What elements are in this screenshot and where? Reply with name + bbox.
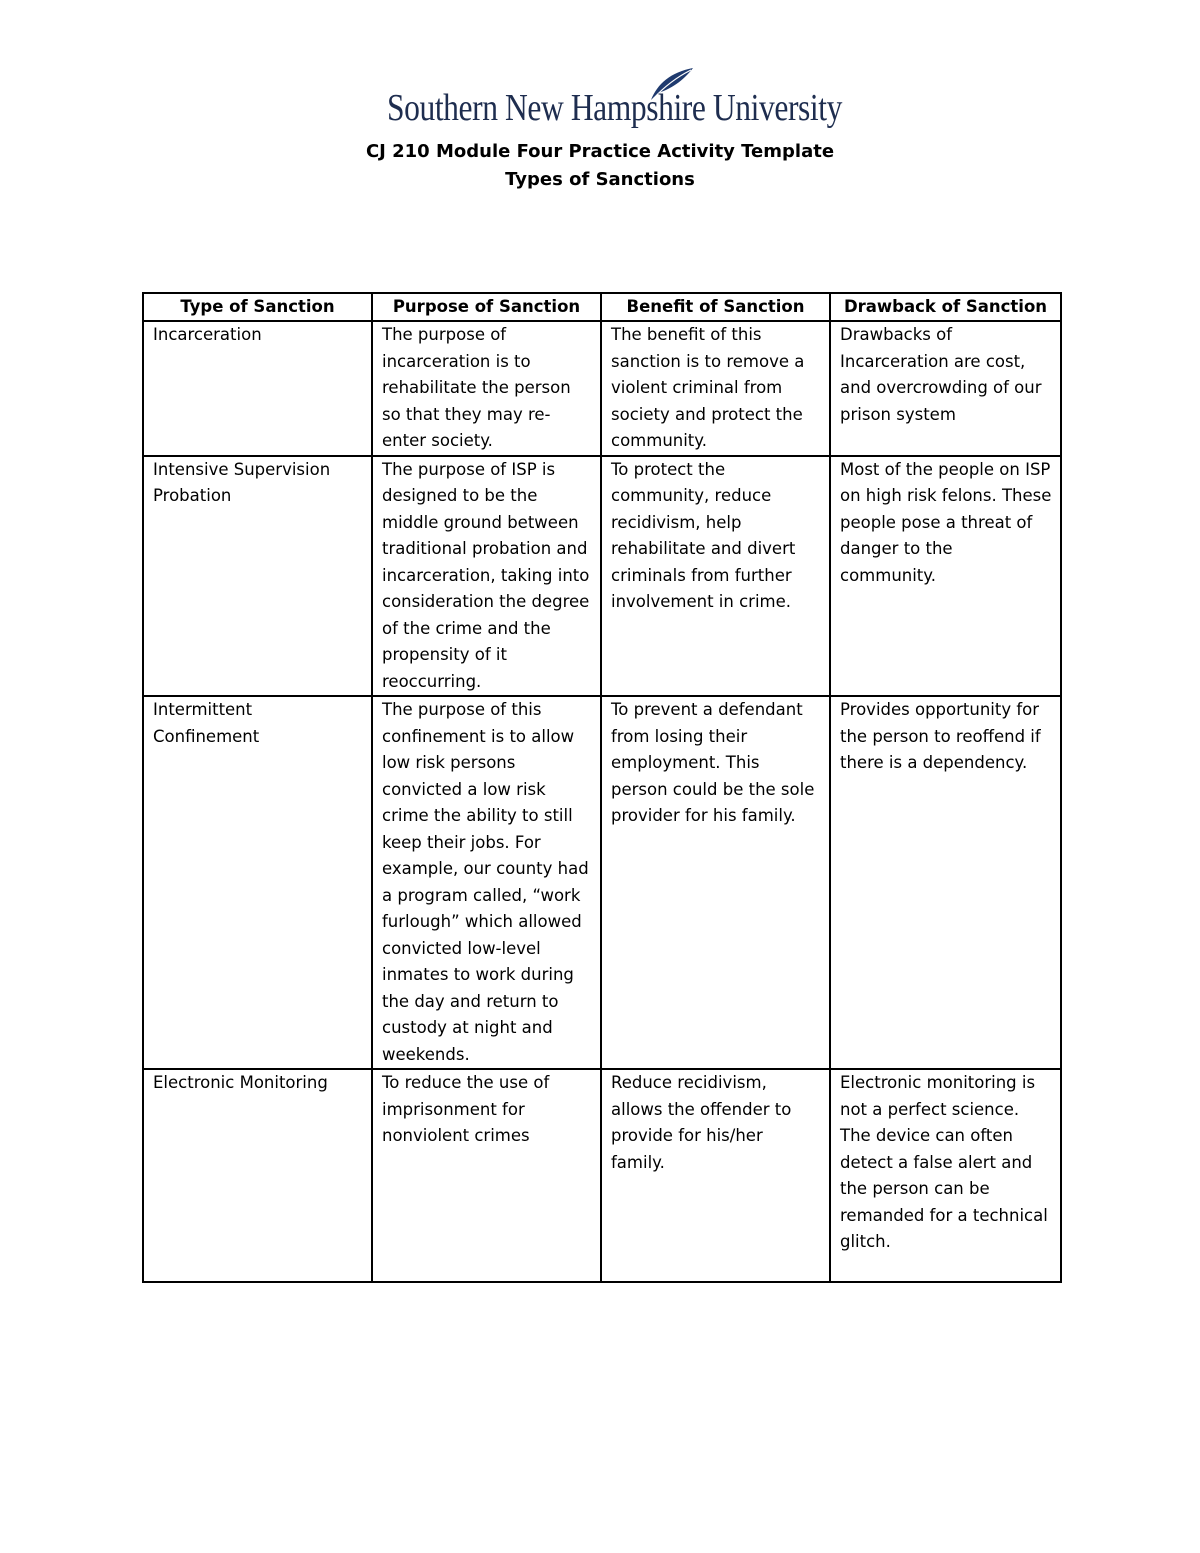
cell-purpose: The purpose of this confinement is to allow low risk persons convicted a low risk crime the ability to still keep their jobs. For example, our county had a program called, “work furlough” which allowed convicted low-level inmates to work during the day and return to custody at night and weekends. bbox=[372, 696, 601, 1069]
column-header-purpose: Purpose of Sanction bbox=[372, 293, 601, 321]
cell-type: Intermittent Confinement bbox=[143, 696, 372, 1069]
table-row bbox=[143, 321, 1061, 456]
cell-drawback: Electronic monitoring is not a perfect science. The device can often detect a false alert and the person can be remanded for a technical glitch. bbox=[830, 1069, 1061, 1282]
cell-type: Incarceration bbox=[143, 321, 372, 456]
document-subtitle: Types of Sanctions bbox=[505, 169, 695, 190]
table-header-row bbox=[143, 293, 1061, 321]
document-title: CJ 210 Module Four Practice Activity Template bbox=[365, 141, 835, 162]
table-row bbox=[143, 1069, 1061, 1282]
cell-purpose: To reduce the use of imprisonment for nonviolent crimes bbox=[372, 1069, 601, 1282]
cell-drawback: Drawbacks of Incarceration are cost, and overcrowding of our prison system bbox=[830, 321, 1061, 456]
cell-purpose: The purpose of incarceration is to rehabilitate the person so that they may re-enter society. bbox=[372, 321, 601, 456]
sanctions-table bbox=[142, 292, 1062, 1283]
table-row bbox=[143, 696, 1061, 1069]
cell-benefit: To prevent a defendant from losing their employment. This person could be the sole provider for his family. bbox=[601, 696, 830, 1069]
cell-drawback: Provides opportunity for the person to reoffend if there is a dependency. bbox=[830, 696, 1061, 1069]
column-header-drawback: Drawback of Sanction bbox=[830, 293, 1061, 321]
cell-purpose: The purpose of ISP is designed to be the middle ground between traditional probation and incarceration, taking into consideration the degree of the crime and the propensity of it reoccurring. bbox=[372, 456, 601, 697]
university-logo bbox=[385, 66, 842, 136]
cell-benefit: Reduce recidivism, allows the offender to provide for his/her family. bbox=[601, 1069, 830, 1282]
cell-type: Intensive Supervision Probation bbox=[143, 456, 372, 697]
cell-drawback: Most of the people on ISP on high risk felons. These people pose a threat of danger to the community. bbox=[830, 456, 1061, 697]
cell-benefit: The benefit of this sanction is to remove a violent criminal from society and protect the community. bbox=[601, 321, 830, 456]
cell-type: Electronic Monitoring bbox=[143, 1069, 372, 1282]
column-header-type: Type of Sanction bbox=[143, 293, 372, 321]
column-header-benefit: Benefit of Sanction bbox=[601, 293, 830, 321]
cell-benefit: To protect the community, reduce recidivism, help rehabilitate and divert criminals from further involvement in crime. bbox=[601, 456, 830, 697]
table-row bbox=[143, 456, 1061, 697]
university-name: Southern New Hampshire University bbox=[387, 87, 842, 129]
